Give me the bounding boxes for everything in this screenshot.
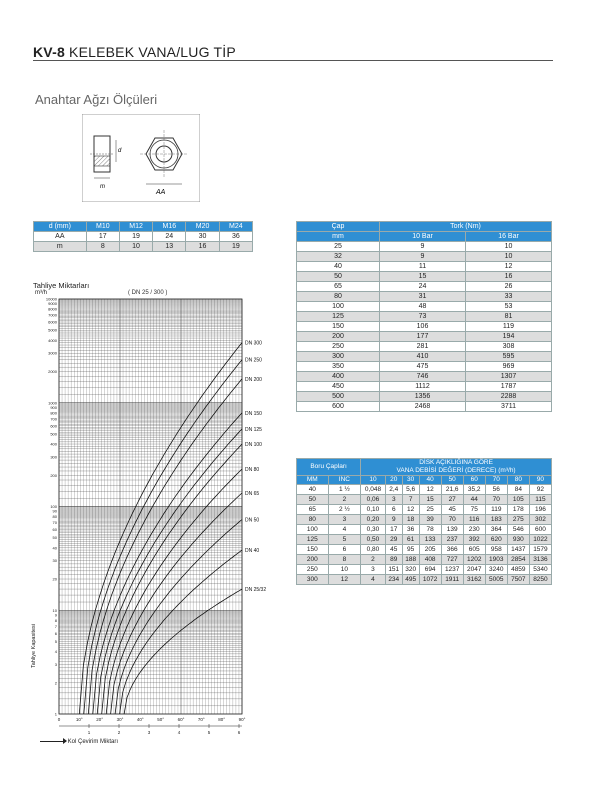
table-row: 200 8 2 89 188 408 727 1202 1903 2854 3136	[297, 555, 552, 565]
chart-range: ( DN 25 / 300 )	[128, 290, 168, 296]
flow-table: Boru Çapları DİSK AÇIKLIĞINA GÖRE VANA DEBİSİ DEĞERİ (DERECE) (m³/h) MM INC 10 20 30 40 50 60 70 80 90 40 1 ½ 0,048 2,4 5,6 12 21,6 35,2 56 84 92 50 2 0,06 3 7 15 27 44 70 105 115 65 2 ½ 0,10 6 12 25 45 75 119 178 196 80 3 0,20 9 18 39 70 116 183 275 302 100 4 0,30 17 36 78 139 230 364 546 600 125 5 0,50 29 61 133 237 392 620 930 1022 150 6 0,80 45 95 205 366 605 958 1437 1579 200 8 2 89 188 408 727 1202 1903 2854 3136 250 10 3 151 320 694 1237 2047 3240 4859 5340 300 12 4 234 495 1072 1911 3162 5005 7507 8250	[296, 458, 552, 585]
y-tick-label: 5	[54, 638, 57, 644]
nut-table-header: d (mm) M10 M12 M16 M20 M24	[34, 222, 253, 232]
y-axis-caption: Tahliye Kapasitesi	[31, 623, 37, 668]
table-row: 65 24 26	[297, 282, 552, 292]
table-row: 500 1356 2288	[297, 392, 552, 402]
table-row: 50 2 0,06 3 7 15 27 44 70 105 115	[297, 495, 552, 505]
table-row: 50 15 16	[297, 272, 552, 282]
table-row: 80 3 0,20 9 18 39 70 116 183 275 302	[297, 515, 552, 525]
y-tick-label: 700	[50, 416, 57, 422]
chart-title: Tahliye Miktarları	[33, 281, 90, 290]
series-label: DN 200	[245, 376, 262, 383]
y-tick-label: 2000	[48, 369, 57, 375]
y-tick-label: 3	[54, 661, 57, 667]
x-tick-label: 90°	[238, 717, 246, 722]
x-turn-label: 3	[147, 730, 151, 735]
aa-label: AA	[156, 189, 166, 196]
m-label: m	[100, 184, 105, 190]
x-turn-label: 6	[237, 730, 241, 735]
x-tick-label: 60°	[177, 717, 185, 722]
table-row: 350 475 969	[297, 362, 552, 372]
table-row: 200 177 194	[297, 332, 552, 342]
table-row: 125 5 0,50 29 61 133 237 392 620 930 1022	[297, 535, 552, 545]
torque-table: Çap Tork (Nm) mm 10 Bar 16 Bar 25 9 10 32 9 10 40 11 12 50 15 16 65 24 26 80 31 33 100 48 53 125 73 81 150 106 119 200 177 194 250 281 308 300 410 595 350 475 969 400 746 1307 450 1112 1787 500 1356 2288 600 2468 3711	[296, 221, 552, 412]
y-tick-label: 7	[54, 623, 57, 629]
y-tick-label: 8	[54, 617, 57, 623]
y-tick-label: 900	[50, 404, 57, 410]
y-tick-label: 100	[50, 504, 57, 509]
table-row: 32 9 10	[297, 252, 552, 262]
table-row: 150 106 119	[297, 322, 552, 332]
y-tick-label: 6	[54, 630, 57, 636]
table-row: 40 1 ½ 0,048 2,4 5,6 12 21,6 35,2 56 84 92	[297, 485, 552, 495]
series-label: DN 40	[245, 548, 260, 555]
x-turn-label: 1	[87, 730, 91, 735]
table-row: m 8 10 13 16 19	[34, 242, 253, 252]
x-tick-label: 40°	[136, 717, 144, 722]
y-tick-label: 600	[50, 423, 57, 429]
series-label: DN 25/32	[245, 587, 267, 594]
table-row: 250 10 3 151 320 694 1237 2047 3240 4859 5340	[297, 565, 552, 575]
arrow-right-icon	[40, 741, 66, 742]
y-tick-label: 4	[54, 649, 57, 655]
y-tick-label: 5000	[48, 327, 57, 333]
series-label: DN 250	[245, 357, 262, 364]
y-tick-label: 80	[52, 514, 57, 520]
table-row: 40 11 12	[297, 262, 552, 272]
y-tick-label: 3000	[48, 350, 57, 356]
y-tick-label: 300	[50, 454, 57, 460]
y-tick-label: 90	[52, 508, 57, 514]
x-tick-label: 20°	[96, 717, 104, 722]
x-tick-label: 80°	[218, 717, 226, 722]
page-title: KV-8 KELEBEK VANA/LUG TİP	[33, 44, 236, 60]
table-row: 150 6 0,80 45 95 205 366 605 958 1437 1579	[297, 545, 552, 555]
y-tick-label: 6000	[48, 319, 57, 325]
table-row: 450 1112 1787	[297, 382, 552, 392]
y-tick-label: 60	[52, 527, 57, 533]
series-label: DN 150	[245, 410, 262, 417]
table-row: 80 31 33	[297, 292, 552, 302]
y-tick-label: 10000	[45, 296, 57, 302]
table-row: AA 17 19 24 30 36	[34, 232, 253, 242]
x-turn-label: 2	[117, 730, 121, 735]
y-tick-label: 10	[52, 607, 57, 613]
table-row: 100 48 53	[297, 302, 552, 312]
y-tick-label: 20	[52, 576, 57, 582]
x-axis-caption: Kol Çevirim Miktarı	[40, 739, 118, 745]
y-tick-label: 200	[50, 472, 57, 478]
series-label: DN 300	[245, 340, 262, 347]
section-subtitle: Anahtar Ağzı Ölçüleri	[35, 92, 158, 107]
y-tick-label: 7000	[48, 312, 57, 318]
table-row: 250 281 308	[297, 342, 552, 352]
x-tick-label: 50°	[157, 717, 165, 722]
table-row: 600 2468 3711	[297, 402, 552, 412]
y-tick-label: 8000	[48, 306, 57, 312]
x-tick-label: 70°	[197, 717, 205, 722]
y-tick-label: 800	[50, 410, 57, 416]
table-row: 100 4 0,30 17 36 78 139 230 364 546 600	[297, 525, 552, 535]
x-tick-label: 0	[57, 717, 61, 722]
y-tick-label: 9000	[48, 301, 57, 307]
y-tick-label: 50	[52, 535, 57, 541]
y-tick-label: 1	[54, 711, 57, 717]
series-label: DN 125	[245, 426, 262, 433]
table-row: 25 9 10	[297, 242, 552, 252]
table-row: 125 73 81	[297, 312, 552, 322]
y-tick-label: 2	[54, 680, 57, 686]
y-tick-label: 400	[50, 441, 57, 447]
table-row: 300 410 595	[297, 352, 552, 362]
y-tick-label: 70	[52, 520, 57, 526]
x-tick-label: 30°	[116, 717, 124, 722]
y-tick-label: 1000	[48, 400, 57, 406]
y-tick-label: 4000	[48, 337, 57, 343]
x-turn-label: 4	[177, 730, 181, 735]
y-tick-label: 500	[50, 431, 57, 437]
series-label: DN 65	[245, 490, 260, 497]
d-label: d	[118, 148, 122, 154]
x-turn-label: 5	[207, 730, 211, 735]
y-tick-label: 40	[52, 545, 57, 551]
series-label: DN 80	[245, 466, 260, 473]
series-label: DN 50	[245, 517, 260, 524]
y-tick-label: 30	[52, 558, 57, 564]
table-row: 65 2 ½ 0,10 6 12 25 45 75 119 178 196	[297, 505, 552, 515]
x-tick-label: 10°	[75, 717, 83, 722]
table-row: 400 746 1307	[297, 372, 552, 382]
table-row: 300 12 4 234 495 1072 1911 3162 5005 7507 8250	[297, 575, 552, 585]
chart-unit: m³/h	[35, 290, 47, 296]
y-tick-label: 9	[54, 612, 57, 618]
series-label: DN 100	[245, 442, 262, 449]
